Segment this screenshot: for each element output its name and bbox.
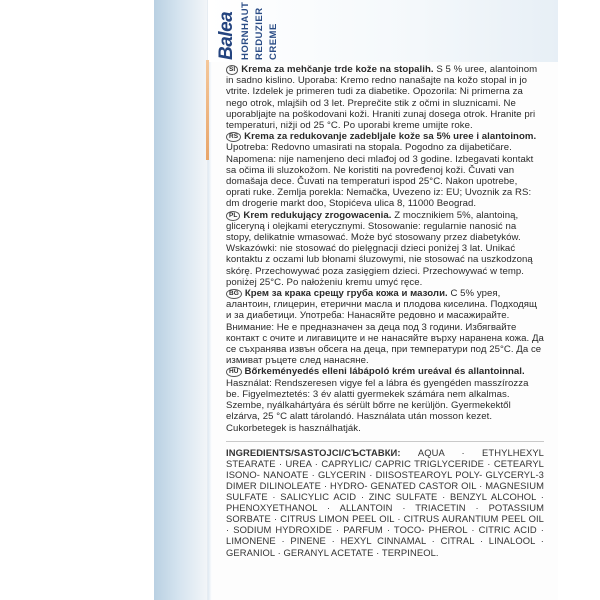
section-body: Használat: Rendszeresen vigye fel a lábra és gyengéden masszírozza be. Figyelmeztetés: 3 év alatti gyermekek számára nem alkalmas. Szembe, nyálkahártyára és sérült bőrre ne kerüljön. Gyermekektől elzárva, 25 °C alatt tárolandó. Használata után mosson kezet. Cukorbetegek is használhatják. — [226, 377, 529, 434]
section-title: Krema za redukovanje zadebljale kože sa 5% uree i alantoinom. — [244, 131, 537, 143]
section-title: Krem redukujący zrogowacenia. — [243, 209, 392, 221]
language-code-si: SI — [226, 65, 238, 75]
label-text — [226, 64, 544, 594]
section-body: S 5 % uree, alantoinom in sadno kislino. Uporaba: Kremo redno nanašajte na kožo stopal in jo vtrite. Izdelek je primeren tudi za diabetike. Opozorila: Ni primerna za nego otrok, mlajših od 3 let. Preprečite stik z očmi in sluznicami. Ne uporabljajte na poškodovani koži. Hraniti zunaj dosega otrok. Hranite pri temperaturi, nižji od 25 °C. Po uporabi kreme umijte roke. — [226, 64, 538, 132]
language-code-bg: BG — [226, 289, 242, 299]
ingredients-list — [226, 447, 544, 558]
accent-stripe — [206, 60, 209, 160]
section-title: Крем за крака срещу груба кожа и мазоли. — [244, 288, 448, 300]
product-box — [154, 0, 558, 600]
section-body: Z mocznikiem 5%, alantoiną, gliceryną i olejkami eterycznymi. Stosowanie: regularnie nanosić na stopy, delikatnie wmasować. Może być stosowany przez diabetyków. Wskazówki: nie stosować do pielęgnacji dzieci poniżej 3 lat. Unikać kontaktu z oczami lub błonami śluzowymi, nie stosować na uszkodzoną skórę. Przechowywać poza zasięgiem dzieci. Przechowywać w temp. poniżej 25°C. Po nałożeniu kremu umyć ręce. — [226, 209, 533, 288]
section-si — [226, 64, 544, 131]
section-pl — [226, 210, 544, 288]
product-name-line-1: HORNHAUT — [240, 1, 251, 60]
language-code-rs: RS — [226, 132, 241, 142]
product-name-line-2: REDUZIER — [254, 7, 265, 60]
product-name-line-3: CREME — [268, 23, 279, 60]
box-side-panel — [154, 0, 208, 600]
section-bg — [226, 288, 544, 366]
section-hu — [226, 366, 544, 433]
section-title: Krema za mehčanje trde kože na stopalih. — [241, 64, 434, 75]
brand-logo: Balea — [216, 11, 237, 60]
divider — [226, 441, 544, 442]
language-code-pl: PL — [226, 211, 240, 221]
section-body: Upotreba: Redovno umasirati na stopala. Pogodno za dijabetičare. Napomena: nije namenjeno deci mlađoj od 3 godine. Izbegavati kontakt sa očima ili sluzokožom. Ne koristiti na povređenoj koži. Čuvati van domašaja dece. Čuvati na temperaturi ispod 25°C. Nakon upotrebe, oprati ruke. Zemlja porekla: Nemačka, Uvezeno iz: EU; Uvoznik za RS: dm drogerie markt doo, Stopićeva ulica 8, 11000 Beograd. — [226, 142, 534, 210]
section-rs — [226, 131, 544, 209]
language-code-hu: HU — [226, 367, 242, 377]
ingredients-label: INGREDIENTS/SASTOJCI/СЪСТАВКИ: — [226, 446, 401, 458]
ingredients-text: AQUA · ETHYLHEXYL STEARATE · UREA · CAPRYLIC/ CAPRIC TRIGLYCERIDE · CETEARYL ISONO- NANOATE · GLYCERIN · DIISOSTEAROYL POLY- GLYCERYL-3 DIMER DILINOLEATE · HYDRO- GENATED CASTOR OIL · MAGNESIUM SULFATE · SALICYLIC ACID · ZINC SULFATE · BENZYL ALCOHOL · PHENOXYETHANOL · ALLANTOIN · TRIACETIN · POTASSIUM SORBATE · CITRUS LIMON PEEL OIL · CITRUS AURANTIUM PEEL OIL · SODIUM HYDROXIDE · PARFUM · TOCO- PHEROL · CITRIC ACID · LIMONENE · PINENE · HEXYL CINNAMAL · CITRAL · LINALOOL · GERANIOL · GERANYL ACETATE · TERPINEOL. — [226, 446, 544, 558]
section-body: С 5% урея, алантоин, глицерин, етерични масла и плодова киселина. Подходящ и за диабетици. Употреба: Нанасяйте редовно и масажирайте. Внимание: Не е предназначен за деца под 3 години. Избягвайте контакт с очите и лигавиците и не нанасяйте върху наранена кожа. Да се съхранява извън обсега на деца, при температури под 25°C. Да се измиват ръцете след нанасяне. — [226, 288, 544, 367]
section-title: Bőrkeményedés elleni lábápoló krém ureával és allantoinnal. — [244, 366, 525, 378]
brand-label — [216, 0, 336, 60]
